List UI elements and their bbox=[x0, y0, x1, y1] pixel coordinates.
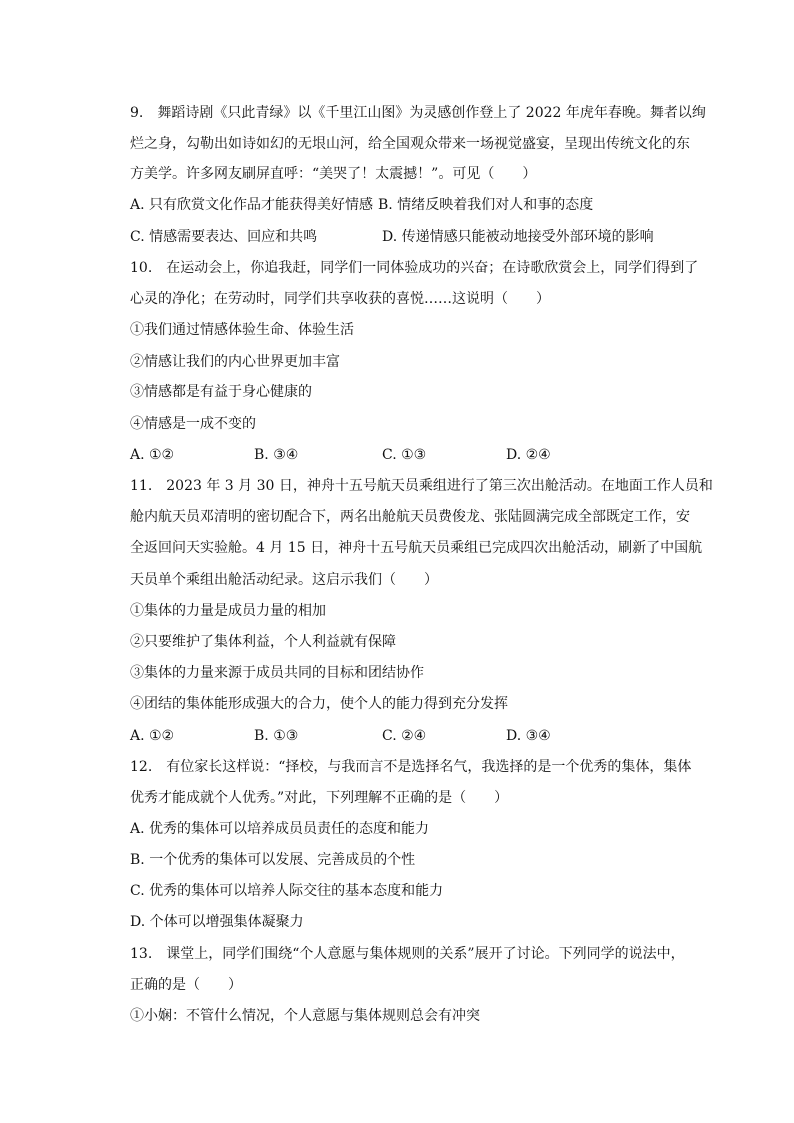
q9-stem-line-1: 9. 舞蹈诗剧《只此青绿》以《千里江山图》为灵感创作登上了 2022 年虎年春晚。舞者以绚 bbox=[130, 105, 706, 121]
q11-stem-line-1: 11. 2023 年 3 月 30 日，神舟十五号航天员乘组进行了第三次出舱活动。在地面工作人员和 bbox=[130, 478, 713, 494]
q12-option-a: A. 优秀的集体可以培养成员员责任的态度和能力 bbox=[130, 821, 430, 837]
q10-statement-1: ①我们通过情感体验生命、体验生活 bbox=[130, 322, 354, 338]
q9-option-d: D. 传递情感只能被动地接受外部环境的影响 bbox=[382, 229, 654, 245]
q11-statement-3: ③集体的力量来源于成员共同的目标和团结协作 bbox=[130, 665, 424, 681]
q10-option-a: A. ①② bbox=[130, 447, 175, 463]
q10-statement-4: ④情感是一成不变的 bbox=[130, 416, 256, 432]
q11-option-b: B. ①③ bbox=[254, 728, 299, 744]
q11-statement-4: ④团结的集体能形成强大的合力，使个人的能力得到充分发挥 bbox=[130, 696, 508, 712]
q12-option-d: D. 个体可以增强集体凝聚力 bbox=[130, 914, 304, 930]
q10-stem-line-2: 心灵的净化；在劳动时，同学们共享收获的喜悦……这说明（ ） bbox=[130, 291, 550, 307]
q11-stem-line-2: 舱内航天员邓清明的密切配合下，两名出舱航天员费俊龙、张陆圆满完成全部既定工作，安 bbox=[130, 509, 690, 525]
q9-options-row-2 bbox=[130, 227, 730, 247]
q10-statement-3: ③情感都是有益于身心健康的 bbox=[130, 384, 312, 400]
q11-option-a: A. ①② bbox=[130, 728, 175, 744]
q11-stem-line-4: 天员单个乘组出舱活动纪录。这启示我们（ ） bbox=[130, 572, 438, 588]
q11-option-c: C. ②④ bbox=[382, 728, 427, 744]
q11-option-d: D. ③④ bbox=[506, 728, 551, 744]
q12-stem-line-1: 12. 有位家长这样说：“择校，与我而言不是选择名气，我选择的是一个优秀的集体，集体 bbox=[130, 759, 692, 775]
q11-statement-2: ②只要维护了集体利益，个人利益就有保障 bbox=[130, 634, 396, 650]
q9-option-c: C. 情感需要表达、回应和共鸣 bbox=[130, 229, 318, 245]
q9-stem-line-3: 方美学。许多网友刷屏直呼：“美哭了！太震撼！”。可见（ ） bbox=[130, 166, 537, 182]
q12-option-b: B. 一个优秀的集体可以发展、完善成员的个性 bbox=[130, 852, 416, 868]
q10-options-row bbox=[130, 445, 730, 465]
q10-option-b: B. ③④ bbox=[254, 447, 299, 463]
q12-stem-line-2: 优秀才能成就个人优秀。”对此，下列理解不正确的是（ ） bbox=[130, 790, 509, 806]
q11-stem-line-3: 全返回问天实验舱。4 月 15 日，神舟十五号航天员乘组已完成四次出舱活动，刷新了中国航 bbox=[130, 540, 703, 556]
q13-statement-1: ①小娴：不管什么情况，个人意愿与集体规则总会有冲突 bbox=[130, 1008, 480, 1024]
q11-statement-1: ①集体的力量是成员力量的相加 bbox=[130, 603, 326, 619]
q10-statement-2: ②情感让我们的内心世界更加丰富 bbox=[130, 354, 340, 370]
q10-option-c: C. ①③ bbox=[382, 447, 427, 463]
q9-options-row-1 bbox=[130, 195, 730, 215]
q9-option-b: B. 情绪反映着我们对人和事的态度 bbox=[378, 197, 594, 213]
q13-stem-line-1: 13. 课堂上，同学们围绕“个人意愿与集体规则的关系”展开了讨论。下列同学的说法中， bbox=[130, 946, 685, 962]
q11-options-row bbox=[130, 726, 730, 746]
q9-option-a: A. 只有欣赏文化作品才能获得美好情感 bbox=[130, 197, 374, 213]
q13-stem-line-2: 正确的是（ ） bbox=[130, 977, 242, 993]
q12-option-c: C. 优秀的集体可以培养人际交往的基本态度和能力 bbox=[130, 883, 444, 899]
q10-option-d: D. ②④ bbox=[506, 447, 551, 463]
q10-stem-line-1: 10. 在运动会上，你追我赶，同学们一同体验成功的兴奋；在诗歌欣赏会上，同学们得到了 bbox=[130, 260, 699, 276]
q9-stem-line-2: 烂之身，勾勒出如诗如幻的无垠山河，给全国观众带来一场视觉盛宴，呈现出传统文化的东 bbox=[130, 136, 690, 152]
